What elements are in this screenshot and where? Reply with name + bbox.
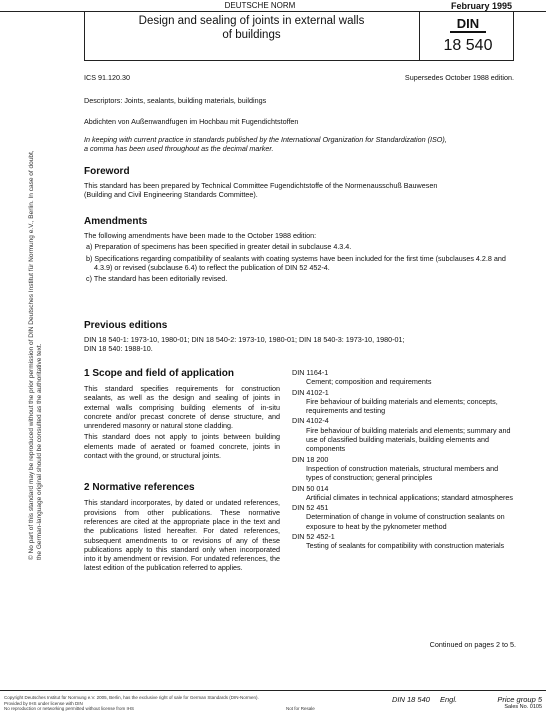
left-column — [84, 368, 280, 573]
reference-title: Testing of sealants for compatibility with construction materials — [306, 541, 505, 551]
reference-code: DIN 4102-1 — [292, 387, 329, 397]
foreword-heading: Foreword — [84, 166, 130, 177]
reference-title: Cement; composition and requirements — [306, 377, 432, 387]
amendments-list — [84, 242, 516, 283]
footer-din-ref: DIN 18 540 — [392, 695, 430, 704]
descriptors: Descriptors: Joints, sealants, building materials, buildings — [84, 96, 267, 105]
previous-editions-section — [84, 320, 516, 354]
scope-paragraph-1: This standard specifies requirements for construction sealants, as well as the design and sealing of joints in external walls comprising building elements of in-situ concrete and/or precast concrete of dense structure, and unrendered masonry or natural stone cladding. — [84, 384, 280, 431]
previous-editions-line-1: DIN 18 540-1: 1973-10, 1980-01; DIN 18 540-2: 1973-10, 1980-01; DIN 18 540-3: 1973-10, 1980-01; — [84, 335, 405, 344]
reference-title: Fire behaviour of building materials and elements; concepts, requirements and testing — [306, 396, 498, 416]
footer-not-for-resale: Not for Resale — [286, 706, 315, 711]
iso-note — [84, 135, 516, 153]
reference-item — [292, 532, 516, 551]
title-line-1: Design and sealing of joints in external walls — [138, 15, 365, 27]
footer-copyright — [4, 695, 304, 712]
reference-item — [292, 368, 516, 387]
footer-language: Engl. — [440, 695, 458, 704]
normative-paragraph: This standard incorporates, by dated or undated references, provisions from other publications. These normative references are cited at the appropriate place in the text and the publications listed hereafter. For dated references, subsequent amendments to or revisions of any of these publications apply to this standard only when incorporated into it by amendment or revision. For undated references, the latest edition of the publication referred to applies. — [84, 498, 280, 573]
standard-label: DEUTSCHE NORM — [224, 1, 296, 10]
reference-code: DIN 18 200 — [292, 454, 329, 464]
din-number: 18 540 — [443, 37, 493, 54]
document-title — [84, 14, 419, 42]
reference-code: DIN 52 451 — [292, 503, 329, 513]
ics-code: ICS 91.120.30 — [84, 73, 130, 82]
reference-item — [292, 388, 516, 416]
foreword-line-1: This standard has been prepared by Technical Committee Fugendichtstoffe of the Normenausschuß Bauwesen — [84, 181, 438, 190]
references-list — [292, 368, 516, 551]
amendments-heading: Amendments — [84, 216, 148, 227]
side-copyright — [28, 140, 60, 560]
amendments-section — [84, 216, 516, 283]
normative-heading: 2 Normative references — [84, 482, 195, 494]
german-title: Abdichten von Außenwandfugen im Hochbau mit Fugendichtstoffen — [84, 117, 299, 126]
reference-item — [292, 416, 516, 453]
amendment-item: c) The standard has been editorially revised. — [86, 274, 228, 284]
reference-title: Artificial climates in technical applications; standard atmospheres — [306, 492, 513, 502]
iso-note-line-1: In keeping with current practice in standards published by the International Organization for Standardization (ISO), — [84, 135, 447, 144]
supersedes-note: Supersedes October 1988 edition. — [404, 73, 514, 82]
foreword-line-2: (Building and Civil Engineering Standards Committee). — [84, 190, 258, 200]
reference-code: DIN 1164-1 — [292, 368, 329, 377]
reference-code: DIN 52 452-1 — [292, 532, 335, 542]
reference-code: DIN 50 014 — [292, 483, 329, 493]
amendments-intro: The following amendments have been made to the October 1988 edition: — [84, 231, 317, 240]
reference-item — [292, 455, 516, 483]
reference-title: Inspection of construction materials, structural members and types of construction; general principles — [306, 463, 499, 483]
reference-item — [292, 484, 516, 503]
continued-note: Continued on pages 2 to 5. — [429, 640, 516, 649]
title-line-2: of buildings — [222, 29, 281, 41]
din-logo: DIN — [450, 17, 486, 33]
previous-editions-heading: Previous editions — [84, 320, 168, 331]
scope-paragraph-2: This standard does not apply to joints between building elements made of aerated or foamed concrete, joints in contact with the ground, or structural joints. — [84, 432, 280, 461]
foreword-section — [84, 166, 516, 200]
footer — [0, 690, 546, 725]
footer-sales-number: Sales No. 0105 — [504, 704, 542, 710]
reference-title: Fire behaviour of building materials and elements; summary and use of classified building materials, building elements and components — [306, 425, 511, 454]
footer-copyright-line-1: Copyright Deutsches Institut für Normung e.V. 2005, Berlin, has the exclusive right of sale for German Standards (DIN-Normen). — [4, 695, 259, 700]
footer-copyright-line-3: No reproduction or networking permitted without license from IHS — [4, 706, 135, 711]
scope-heading: 1 Scope and field of application — [84, 368, 235, 379]
iso-note-line-2: a comma has been used throughout as the decimal marker. — [84, 144, 274, 154]
reference-title: Determination of change in volume of construction sealants on exposure to heat by the pyknometer method — [306, 512, 505, 531]
footer-copyright-line-2: Provided by IHS under license with DIN — [4, 700, 83, 706]
side-copyright-text: © No part of this standard may be reproduced without the prior permission of DIN Deutsches Institut für Normung e.V., Berlin. In case of doubt, the German-language original should be consulted as the authoritative text. — [28, 150, 43, 560]
amendment-item: b) Specifications regarding compatibility of sealants with coating systems have been included for the first time (subclauses 4.2.8 and 4.3.9) or revised (subclause 6.4) to reflect the publication of DIN 52 452-4. — [86, 253, 506, 272]
previous-editions-line-2: DIN 18 540: 1988-10. — [84, 344, 153, 354]
publication-date: February 1995 — [450, 1, 512, 11]
reference-item — [292, 503, 516, 531]
footer-price-group: Price group 5 — [497, 695, 542, 704]
reference-code: DIN 4102-4 — [292, 416, 329, 426]
amendment-item: a) Preparation of specimens has been specified in greater detail in subclause 4.3.4. — [86, 242, 352, 252]
